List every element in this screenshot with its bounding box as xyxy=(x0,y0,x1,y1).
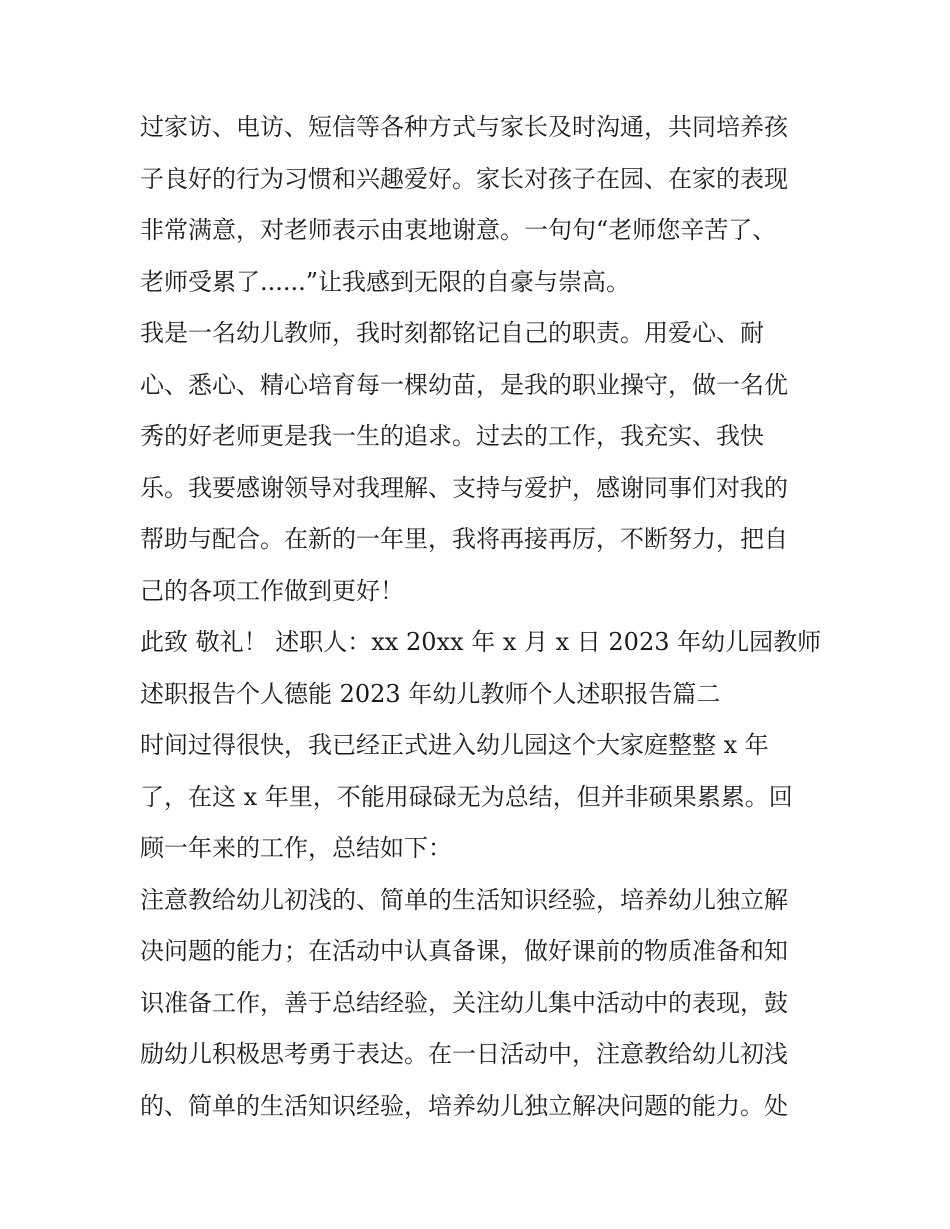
text-line: 心、悉心、精心培育每一棵幼苗，是我的职业操守，做一名优 xyxy=(140,370,788,399)
text-line: 帮助与配合。在新的一年里，我将再接再厉，不断努力，把自 xyxy=(140,525,788,553)
text-line: 乐。我要感谢领导对我理解、支持与爱护，感谢同事们对我的 xyxy=(140,473,788,502)
text-line: 此致 敬礼！ 述职人：xx 20xx 年 x 月 x 日 2023 年幼儿园教师 xyxy=(140,628,822,656)
text-line: 过家访、电访、短信等各种方式与家长及时沟通，共同培养孩 xyxy=(140,113,788,141)
text-line: 顾一年来的工作，总结如下： xyxy=(140,834,452,862)
text-line: 述职报告个人德能 2023 年幼儿教师个人述职报告篇二 xyxy=(140,679,721,708)
text-line: 识准备工作，善于总结经验，关注幼儿集中活动中的表现，鼓 xyxy=(140,988,788,1017)
text-line: 非常满意，对老师表示由衷地谢意。一句句“老师您辛苦了、 xyxy=(140,216,777,244)
text-line: 注意教给幼儿初浅的、简单的生活知识经验，培养幼儿独立解 xyxy=(140,885,788,914)
text-line: 时间过得很快，我已经正式进入幼儿园这个大家庭整整 x 年 xyxy=(140,731,769,759)
text-line: 老师受累了......”让我感到无限的自豪与崇高。 xyxy=(140,267,631,296)
text-line: 的、简单的生活知识经验，培养幼儿独立解决问题的能力。处 xyxy=(140,1091,788,1120)
text-line: 励幼儿积极思考勇于表达。在一日活动中，注意教给幼儿初浅 xyxy=(140,1040,788,1068)
text-line: 子良好的行为习惯和兴趣爱好。家长对孩子在园、在家的表现 xyxy=(140,164,788,193)
document-body xyxy=(140,102,820,1132)
text-line: 决问题的能力；在活动中认真备课，做好课前的物质准备和知 xyxy=(140,937,788,965)
text-line: 秀的好老师更是我一生的追求。过去的工作，我充实、我快 xyxy=(140,422,764,450)
text-line: 己的各项工作做到更好！ xyxy=(140,576,404,605)
text-line: 了，在这 x 年里，不能用碌碌无为总结，但并非硕果累累。回 xyxy=(140,782,793,811)
text-line: 我是一名幼儿教师，我时刻都铭记自己的职责。用爱心、耐 xyxy=(140,319,764,347)
